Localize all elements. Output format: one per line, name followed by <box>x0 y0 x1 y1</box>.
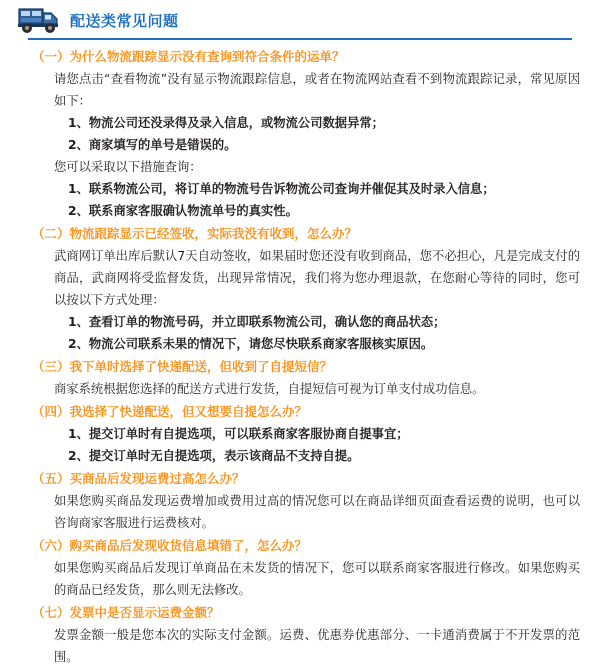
faq-answer-paragraph: 如果您购买商品发现运费增加或费用过高的情况您可以在商品详细页面查看运费的说明，也可以咨询商家客服进行运费核对。 <box>54 494 580 530</box>
faq-question: （三）我下单时选择了快递配送，但收到了自提短信？ <box>32 359 333 374</box>
faq-question: （六）购买商品后发现收货信息填错了，怎么办？ <box>32 538 308 553</box>
faq-answer-paragraph: 2、物流公司联系未果的情况下，请您尽快联系商家客服核实原因。 <box>68 337 434 351</box>
faq-question: （二）物流跟踪显示已经签收，实际我没有收到，怎么办？ <box>32 226 358 241</box>
faq-answer-paragraph: 武商网订单出库后默认7天自动签收，如果届时您还没有收到商品，您不必担心，凡是完成支付的商品，武商网将受监督发货，出现异常情况，我们将为您办理退款，在您耐心等待的同时，您可以按以下方式处理： <box>54 249 580 307</box>
faq-answer-paragraph: 1、物流公司还没录得及录入信息，或物流公司数据异常； <box>68 116 384 130</box>
faq-question: （四）我选择了快递配送，但又想要自提怎么办？ <box>32 404 308 419</box>
faq-answer-paragraph: 1、查看订单的物流号码，并立即联系物流公司，确认您的商品状态； <box>68 315 446 329</box>
faq-answer-paragraph: 发票金额一般是您本次的实际支付金额。运费、优惠券优惠部分、一卡通消费属于不开发票的范围。 <box>54 628 580 664</box>
faq-item <box>14 223 586 355</box>
faq-item <box>14 535 586 601</box>
faq-item <box>14 468 586 534</box>
faq-item <box>14 356 586 400</box>
page-title: 配送类常见问题 <box>70 11 179 30</box>
faq-item <box>14 401 586 467</box>
faq-answer-paragraph: 2、提交订单时无自提选项，表示该商品不支持自提。 <box>68 449 360 463</box>
faq-item <box>14 602 586 668</box>
header-divider <box>28 38 572 40</box>
faq-question: （五）买商品后发现运费过高怎么办？ <box>32 471 245 486</box>
faq-answer-paragraph: 2、商家填写的单号是错误的。 <box>68 138 237 152</box>
faq-answer-paragraph: 请您点击“查看物流”没有显示物流跟踪信息，或者在物流网站查看不到物流跟踪记录，常见原因如下： <box>54 72 580 108</box>
faq-answer-paragraph: 商家系统根据您选择的配送方式进行发货，自提短信可视为订单支付成功信息。 <box>54 382 485 396</box>
faq-answer-paragraph: 1、提交订单时有自提选项，可以联系商家客服协商自提事宜； <box>68 427 409 441</box>
page-header <box>14 0 586 40</box>
faq-answer-paragraph: 1、联系物流公司，将订单的物流号告诉物流公司查询并催促其及时录入信息； <box>68 182 495 196</box>
faq-answer-paragraph: 如果您购买商品后发现订单商品在未发货的情况下，您可以联系商家客服进行修改。如果您购买的商品已经发货，那么则无法修改。 <box>54 561 580 597</box>
faq-answer-paragraph: 2、联系商家客服确认物流单号的真实性。 <box>68 204 298 218</box>
faq-question: （七）发票中是否显示运费金额？ <box>32 605 220 620</box>
faq-answer-paragraph: 您可以采取以下措施查询： <box>54 160 202 174</box>
faq-item <box>14 46 586 222</box>
faq-list <box>14 40 586 668</box>
truck-icon <box>18 5 62 35</box>
faq-question: （一）为什么物流跟踪显示没有查询到符合条件的运单？ <box>32 49 345 64</box>
